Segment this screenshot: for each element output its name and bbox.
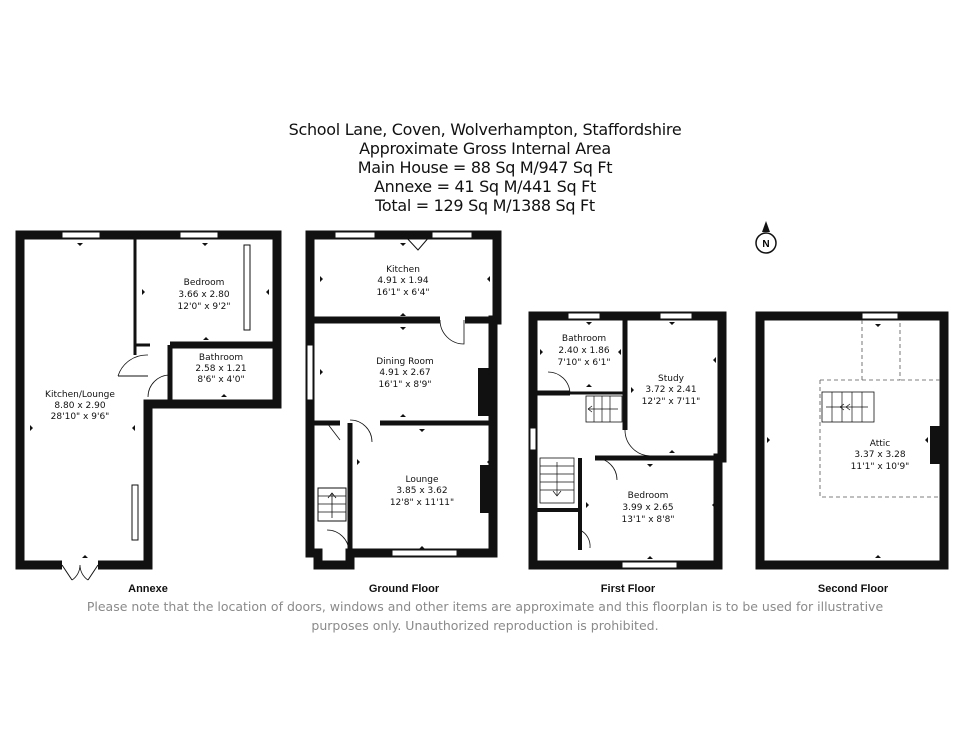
first-study-metric: 3.72 x 2.41 [645,385,697,395]
first-bedroom-label: Bedroom [627,491,669,501]
first-bedroom-imperial: 13'1" x 8'8" [621,515,675,525]
annexe-kitchen-lounge-metric: 8.80 x 2.90 [54,401,106,411]
annexe-plan [20,232,277,580]
second-floor-label: Second Floor [817,583,889,595]
first-floor-label: First Floor [600,583,656,595]
annexe-kitchen-lounge-label: Kitchen/Lounge [45,390,115,400]
annexe-bathroom-label: Bathroom [198,353,244,363]
ground-kitchen-metric: 4.91 x 1.94 [377,276,429,286]
total-area: Total = 129 Sq M/1388 Sq Ft [375,196,595,215]
address-title: School Lane, Coven, Wolverhampton, Staffordshire [288,120,682,139]
disclaimer-line-2: purposes only. Unauthorized reproduction is prohibited. [311,618,659,633]
disclaimer-line-1: Please note that the location of doors, windows and other items are approximate and this floorplan is to be used for illustrative [86,599,884,614]
area-title: Approximate Gross Internal Area [359,139,611,158]
ground-floor-label: Ground Floor [368,583,440,595]
annexe-bathroom-imperial: 8'6" x 4'0" [197,375,245,385]
first-bathroom-metric: 2.40 x 1.86 [558,346,610,356]
first-study-label: Study [658,374,684,384]
second-attic-metric: 3.37 x 3.28 [854,450,906,460]
ground-dining-metric: 4.91 x 2.67 [379,368,431,378]
compass-label: N [762,239,770,250]
ground-kitchen-imperial: 16'1" x 6'4" [376,288,430,298]
ground-lounge-imperial: 12'8" x 11'11" [389,498,455,508]
ground-kitchen-label: Kitchen [386,265,420,275]
ground-floor-plan [307,232,497,565]
second-attic-imperial: 11'1" x 10'9" [850,462,910,472]
annexe-bathroom-metric: 2.58 x 1.21 [195,364,247,374]
annexe-area: Annexe = 41 Sq M/441 Sq Ft [374,177,596,196]
second-floor-plan [760,313,944,565]
ground-lounge-label: Lounge [405,475,439,485]
annexe-kitchen-lounge-imperial: 28'10" x 9'6" [50,412,110,422]
ground-dining-imperial: 16'1" x 8'9" [378,380,432,390]
first-bathroom-label: Bathroom [561,334,607,344]
first-study-imperial: 12'2" x 7'11" [641,397,701,407]
first-floor-plan [530,313,722,568]
annexe-floor-label: Annexe [128,583,168,595]
first-bedroom-metric: 3.99 x 2.65 [622,503,674,513]
second-attic-label: Attic [869,439,891,449]
annexe-bedroom-imperial: 12'0" x 9'2" [177,302,231,312]
ground-dining-label: Dining Room [376,357,434,367]
first-bathroom-imperial: 7'10" x 6'1" [557,358,611,368]
annexe-bedroom-label: Bedroom [183,278,225,288]
disclaimer [40,597,930,635]
annexe-bedroom-metric: 3.66 x 2.80 [178,290,230,300]
main-house-area: Main House = 88 Sq M/947 Sq Ft [357,158,613,177]
ground-lounge-metric: 3.85 x 3.62 [396,486,448,496]
compass-icon [756,221,776,253]
